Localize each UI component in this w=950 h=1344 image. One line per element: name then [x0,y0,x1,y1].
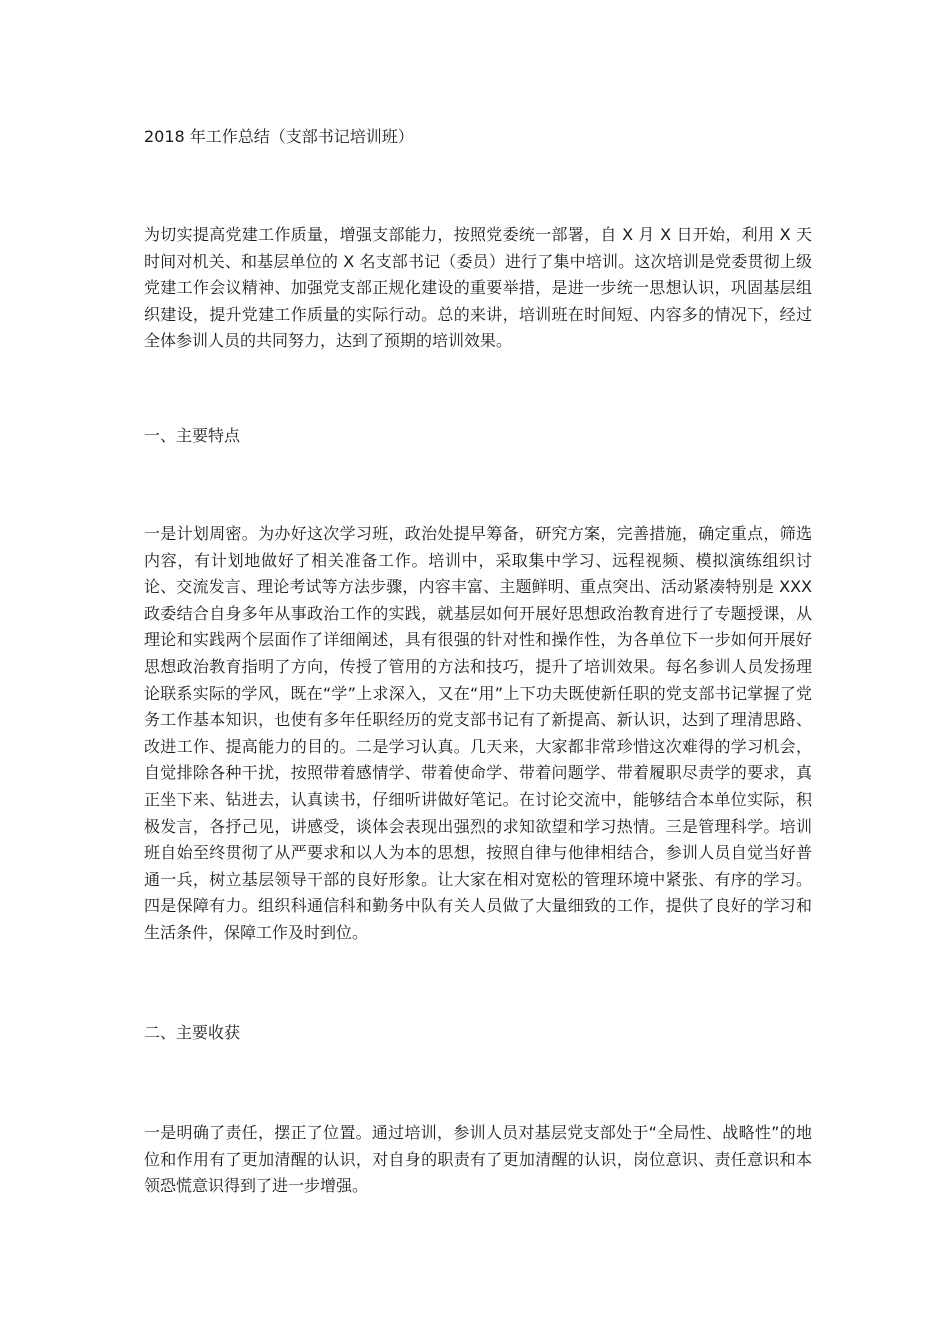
gains-paragraph: 一是明确了责任，摆正了位置。通过培训，参训人员对基层党支部处于“全局性、战略性”的地位和作用有了更加清醒的认识，对自身的职责有了更加清醒的认识，岗位意识、责任意识和本领恐慌意识得到了进一步增强。 [144,1123,812,1196]
document-title: 2018 年工作总结（支部书记培训班） [144,127,414,146]
intro-paragraph: 为切实提高党建工作质量，增强支部能力，按照党委统一部署，自 X 月 X 日开始，利用 X 天时间对机关、和基层单位的 X 名支部书记（委员）进行了集中培训。这次培训是党委贯彻上级党建工作会议精神、加强党支部正规化建设的重要举措，是进一步统一思想认识，巩固基层组织建设，提升党建工作质量的实际行动。总的来讲，培训班在时间短、内容多的情况下，经过全体参训人员的共同努力，达到了预期的培训效果。 [144,225,812,351]
features-paragraph: 一是计划周密。为办好这次学习班，政治处提早筹备，研究方案，完善措施，确定重点，筛选内容，有计划地做好了相关准备工作。培训中，采取集中学习、远程视频、模拟演练组织讨论、交流发言、理论考试等方法步骤，内容丰富、主题鲜明、重点突出、活动紧凑特别是 XXX 政委结合自身多年从事政治工作的实践，就基层如何开展好思想政治教育进行了专题授课，从理论和实践两个层面作了详细阐述，具有很强的针对性和操作性，为各单位下一步如何开展好思想政治教育指明了方向，传授了管用的方法和技巧，提升了培训效果。每名参训人员发扬理论联系实际的学风，既在“学”上求深入，又在“用”上下功夫既使新任职的党支部书记掌握了党务工作基本知识，也使有多年任职经历的党支部书记有了新提高、新认识，达到了理清思路、改进工作、提高能力的目的。二是学习认真。几天来，大家都非常珍惜这次难得的学习机会，自觉排除各种干扰，按照带着感情学、带着使命学、带着问题学、带着履职尽责学的要求，真正坐下来、钻进去，认真读书，仔细听讲做好笔记。在讨论交流中，能够结合本单位实际，积极发言，各抒己见，讲感受，谈体会表现出强烈的求知欲望和学习热情。三是管理科学。培训班自始至终贯彻了从严要求和以人为本的思想，按照自律与他律相结合，参训人员自觉当好普通一兵，树立基层领导干部的良好形象。让大家在相对宽松的管理环境中紧张、有序的学习。四是保障有力。组织科通信科和勤务中队有关人员做了大量细致的工作，提供了良好的学习和生活条件，保障工作及时到位。 [144,524,812,942]
section-heading-features: 一、主要特点 [144,426,241,445]
section-heading-gains: 二、主要收获 [144,1023,241,1042]
